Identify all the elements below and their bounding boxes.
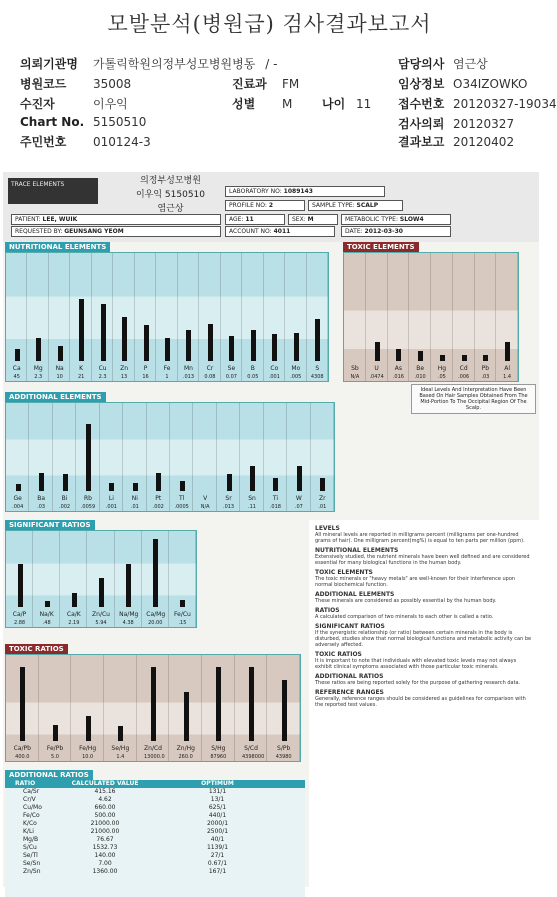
grid-line — [216, 403, 217, 511]
info-result: 결과보고 20120402 — [398, 135, 515, 149]
toxic-title: TOXIC ELEMENTS — [343, 242, 419, 252]
element-value: .001 — [268, 374, 280, 380]
info-dept: 진료과 FM — [232, 77, 300, 91]
section-heading: TOXIC ELEMENTS — [315, 569, 373, 576]
info-row-2: 병원코드 35008 — [20, 77, 132, 91]
grid-line — [263, 403, 264, 511]
report-header — [3, 172, 539, 242]
bar-bi — [63, 474, 68, 491]
section-heading: RATIOS — [315, 607, 340, 614]
lab-number: LABORATORY NO: 1089143 — [225, 186, 385, 197]
bar-ca-mg — [153, 539, 158, 607]
element-label: Zn/Hg — [176, 745, 195, 752]
bar-pt — [156, 473, 161, 491]
grid-line — [333, 403, 334, 511]
element-value: 87960 — [210, 754, 227, 760]
element-value: .002 — [152, 504, 164, 510]
section-heading: TOXIC RATIOS — [315, 651, 362, 658]
element-value: N/A — [350, 374, 360, 380]
bar-tl — [180, 481, 185, 491]
element-value: .0059 — [80, 504, 96, 510]
grid-line — [452, 253, 453, 381]
bar-ba — [39, 473, 44, 491]
element-value: 21 — [77, 374, 85, 380]
element-label: Fe/Hg — [79, 745, 97, 752]
element-value: 4308 — [310, 374, 324, 380]
bar-se-hg — [118, 726, 123, 741]
element-value: N/A — [200, 504, 210, 510]
grid-line — [263, 253, 264, 381]
page-title: 모발분석(병원급) 검사결과보고서 — [107, 12, 432, 36]
element-label: Cu — [98, 365, 107, 372]
section-text: Extensively studied, the nutrient minerals have been well defined and are considered essential for many biological functions in the human body. — [315, 554, 530, 566]
element-label: Na/K — [39, 611, 54, 618]
bar-ca — [15, 349, 20, 361]
bar-be — [418, 351, 423, 361]
info-row-1: 의뢰기관명 가톨릭학원의정부성모병원병동 / - — [20, 57, 278, 71]
element-value: 2.88 — [13, 620, 26, 626]
bar-sn — [250, 466, 255, 491]
grid-line — [201, 655, 202, 761]
profile-no: PROFILE NO: 2 — [225, 200, 305, 211]
bar-s-hg — [216, 667, 221, 741]
element-label: Rb — [84, 495, 92, 502]
account-no: ACCOUNT NO: 4011 — [225, 226, 335, 237]
grid-line — [52, 403, 53, 511]
grid-line — [112, 253, 113, 381]
element-label: Ba — [37, 495, 46, 502]
grid-line — [38, 655, 39, 761]
age-field: AGE: 11 — [225, 214, 285, 225]
element-label: S/Pb — [277, 745, 291, 752]
grid-line — [146, 403, 147, 511]
section-text: It is important to note that individuals with elevated toxic levels may not always exhibit clinical symptoms associated with those particular toxic minerals. — [315, 658, 517, 670]
element-value: 4.38 — [122, 620, 134, 626]
element-label: Sn — [248, 495, 256, 502]
element-value: 400.0 — [15, 754, 30, 760]
element-value: 0.05 — [247, 374, 259, 380]
element-label: Fe/Cu — [174, 611, 191, 618]
bar-w — [297, 466, 302, 491]
bar-as — [396, 349, 401, 361]
bar-fe-cu — [180, 600, 185, 607]
element-label: Cr — [206, 365, 214, 372]
element-label: Ca/K — [66, 611, 81, 618]
bar-ti — [273, 478, 278, 491]
ratio-row: Zn/Sn 1360.00 167/1 — [23, 868, 227, 875]
element-label: P — [143, 365, 148, 372]
element-label: Hg — [437, 365, 447, 372]
element-label: Ca/P — [12, 611, 27, 618]
element-label: Fe/Pb — [46, 745, 64, 752]
additional-elements-chart — [5, 402, 335, 512]
section-text: Generally, reference ranges should be considered as guidelines for comparison with the reported test values. — [315, 696, 526, 708]
element-label: Ca/Mg — [146, 611, 166, 618]
element-value: 5.94 — [95, 620, 107, 626]
element-label: As — [394, 365, 402, 372]
element-value: .11 — [248, 504, 256, 510]
section-heading: ADDITIONAL ELEMENTS — [315, 591, 395, 598]
element-label: Cd — [459, 365, 468, 372]
element-label: Ti — [272, 495, 278, 502]
grid-line — [327, 253, 328, 381]
element-value: .018 — [269, 504, 281, 510]
grid-line — [169, 403, 170, 511]
bar-ca-pb — [20, 667, 25, 741]
element-label: Be — [416, 365, 425, 372]
bar-s-pb — [282, 680, 287, 742]
element-label: S/Cd — [244, 745, 258, 752]
element-value: .010 — [414, 374, 426, 380]
significant-ratios-title: SIGNIFICANT RATIOS — [5, 520, 95, 530]
lab-logo: TRACE ELEMENTS — [8, 178, 98, 204]
element-value: 2.3 — [98, 374, 107, 380]
section-text: These ratios are being reported solely for the purpose of gathering research data. — [315, 680, 521, 686]
element-label: Se/Hg — [111, 745, 130, 752]
section-heading: REFERENCE RANGES — [315, 689, 384, 696]
nutritional-chart — [5, 252, 329, 382]
info-request: 검사의뢰 20120327 — [398, 117, 515, 131]
bar-cr — [208, 324, 213, 361]
element-value: 16 — [142, 374, 149, 380]
bar-cd — [462, 355, 467, 361]
grid-line — [75, 403, 76, 511]
bar-k — [79, 299, 84, 361]
element-value: 45 — [13, 374, 20, 380]
element-value: .07 — [294, 504, 303, 510]
grid-line — [134, 253, 135, 381]
element-label: Sr — [225, 495, 232, 502]
ratio-row: Se/Sn 7.00 0.67/1 — [23, 860, 228, 867]
info-clinical: 임상정보 O34IZOWKO — [398, 77, 528, 91]
report-date: DATE: 2012-03-30 — [341, 226, 451, 237]
element-value: .01 — [318, 504, 327, 510]
grid-line — [408, 253, 409, 381]
element-label: Pb — [481, 365, 490, 372]
element-value: 1.4 — [116, 754, 125, 760]
grid-line — [310, 403, 311, 511]
element-value: .0474 — [369, 374, 384, 380]
grid-line — [141, 531, 142, 627]
bar-fe-hg — [86, 716, 91, 741]
section-text: The toxic minerals or "heavy metals" are well-known for their interference upon normal biochemical function. — [315, 576, 516, 588]
bar-zn-hg — [184, 692, 189, 741]
element-value: 20.00 — [148, 620, 163, 626]
bar-mo — [294, 333, 299, 361]
bar-pb — [483, 355, 488, 361]
bar-na-k — [45, 601, 50, 607]
element-label: S/Hg — [211, 745, 226, 752]
grid-line — [69, 253, 70, 381]
grid-line — [59, 531, 60, 627]
grid-line — [286, 403, 287, 511]
bar-al — [505, 342, 510, 361]
grid-line — [136, 655, 137, 761]
grid-line — [70, 655, 71, 761]
element-label: Zn/Cu — [92, 611, 110, 618]
significant-ratios-chart — [5, 530, 197, 628]
bar-u — [375, 342, 380, 361]
requested-by: REQUESTED BY: GEUNSANG YEOM — [11, 226, 221, 237]
element-value: .0005 — [174, 504, 189, 510]
element-value: 0.07 — [225, 374, 237, 380]
info-doctor: 담당의사 염근상 — [398, 57, 488, 71]
additional-ratios-title: ADDITIONAL RATIOS — [5, 770, 93, 780]
grid-line — [284, 253, 285, 381]
grid-line — [192, 403, 193, 511]
element-value: 13 — [120, 374, 128, 380]
grid-line — [299, 655, 300, 761]
section-heading: ADDITIONAL RATIOS — [315, 673, 384, 680]
element-value: 4398000 — [242, 754, 265, 760]
bar-cu — [101, 304, 106, 361]
element-value: .013 — [182, 374, 195, 380]
element-label: Se — [227, 365, 236, 372]
grid-line — [266, 655, 267, 761]
element-label: V — [203, 495, 208, 502]
bar-s-cd — [249, 667, 254, 741]
element-value: 5.0 — [51, 754, 59, 760]
ratio-row: Mg/B 76.67 40/1 — [23, 836, 225, 843]
section-heading: LEVELS — [315, 525, 340, 532]
element-label: Ge — [13, 495, 22, 502]
grid-line — [198, 253, 199, 381]
element-label: Bi — [61, 495, 68, 502]
grid-line — [517, 253, 518, 381]
bar-mn — [186, 330, 191, 361]
interpretation-note: Ideal Levels And Interpretation Have Been Based On Hair Samples Obtained From The Mid-Portion To The Occipital Region Of The Scalp. — [411, 384, 536, 414]
section-text: All mineral levels are reported in milligrams percent (milligrams per one-hundred grams of hair). One milligram percent(mg%) is equal to ten parts per million (ppm). — [315, 532, 525, 544]
grid-line — [86, 531, 87, 627]
section-text: These minerals are considered as possibly essential by the human body. — [315, 598, 497, 604]
element-value: .006 — [458, 374, 470, 380]
grid-line — [114, 531, 115, 627]
grid-line — [195, 531, 196, 627]
ratio-row: S/Cu 1532.73 1139/1 — [23, 844, 229, 851]
bar-na-mg — [126, 564, 131, 607]
grid-line — [430, 253, 431, 381]
ratio-row: K/Li 21000.00 2500/1 — [23, 828, 229, 835]
grid-line — [495, 253, 496, 381]
bar-fe — [165, 338, 170, 361]
bar-co — [272, 334, 277, 361]
element-value: .002 — [58, 504, 71, 510]
grid-line — [168, 531, 169, 627]
element-label: Ni — [131, 495, 138, 502]
lab-report-scan — [3, 172, 539, 887]
ratio-row: Fe/Co 500.00 440/1 — [23, 812, 227, 819]
bar-s — [315, 319, 320, 361]
element-value: .001 — [105, 504, 117, 510]
grid-line — [99, 403, 100, 511]
info-age: 나이 11 — [322, 97, 372, 111]
bar-rb — [86, 424, 91, 491]
element-label: Fe — [163, 365, 171, 372]
section-heading: SIGNIFICANT RATIOS — [315, 623, 385, 630]
element-label: W — [295, 495, 302, 502]
bar-li — [109, 483, 114, 491]
bar-ni — [133, 483, 138, 491]
element-value: .03 — [37, 504, 46, 510]
section-heading: NUTRITIONAL ELEMENTS — [315, 547, 399, 554]
grid-line — [28, 403, 29, 511]
info-receipt: 접수번호 20120327-19034 — [398, 97, 557, 111]
grid-line — [220, 253, 221, 381]
bar-sr — [227, 474, 232, 491]
bar-na — [58, 346, 63, 361]
additional-ratios-table: RATIO CALCULATED VALUE OPTIMUM Ca/Sr 415.16 131/1 Cr/V 4.62 13/1 Cu/Mo 660.00 625/1 Fe/Co 500.00 440/1 K/Co 21000.00 2000/1 K/Li 21000.00 2500/1 Mg/B 76.67 40/1 S/Cu 1532.73 1139/1 Se/Tl 140.00 27/1 Se/Sn 7.00 0.67/1 Zn/Sn 1360.00 167/1 — [5, 780, 305, 897]
element-label: Li — [108, 495, 114, 502]
grid-line — [306, 253, 307, 381]
element-label: Zr — [318, 495, 326, 502]
bar-mg — [36, 338, 41, 361]
grid-line — [474, 253, 475, 381]
element-label: Mg — [33, 365, 43, 372]
element-label: Na/Mg — [119, 611, 139, 618]
grid-line — [177, 253, 178, 381]
grid-line — [365, 253, 366, 381]
element-label: Tl — [179, 495, 185, 502]
sample-type: SAMPLE TYPE: SCALP — [308, 200, 403, 211]
ratio-row: Cr/V 4.62 13/1 — [23, 796, 225, 803]
bar-ge — [16, 484, 21, 491]
toxic-chart — [343, 252, 519, 382]
element-value: .05 — [437, 374, 446, 380]
bar-p — [144, 325, 149, 361]
grid-line — [103, 655, 104, 761]
bar-zn — [122, 317, 127, 361]
element-value: .01 — [130, 504, 139, 510]
info-sex: 성별 M — [232, 97, 293, 111]
handwritten-label: 의정부성모병원 이우익 5150510 염근상 — [135, 176, 206, 214]
element-label: Mn — [183, 365, 193, 372]
ratio-row: Cu/Mo 660.00 625/1 — [23, 804, 227, 811]
bar-zr — [320, 478, 325, 491]
element-value: 2.3 — [34, 374, 43, 380]
grid-line — [122, 403, 123, 511]
element-value: 0.08 — [204, 374, 216, 380]
element-value: 2.19 — [68, 620, 80, 626]
element-value: 260.0 — [178, 754, 193, 760]
grid-line — [387, 253, 388, 381]
info-row-4: Chart No. 5150510 — [20, 115, 147, 129]
element-label: Ca/Pb — [13, 745, 31, 752]
grid-line — [168, 655, 169, 761]
bar-b — [251, 330, 256, 361]
element-value: 10.0 — [82, 754, 94, 760]
element-label: Zn — [120, 365, 129, 372]
toxic-ratios-chart — [5, 654, 301, 762]
bar-se — [229, 336, 234, 361]
bar-fe-pb — [53, 725, 58, 741]
element-value: 10 — [56, 374, 63, 380]
element-label: Sb — [351, 365, 359, 372]
element-label: Pt — [155, 495, 162, 502]
element-label: Na — [55, 365, 64, 372]
element-value: 13000.0 — [144, 754, 165, 760]
element-value: 1 — [165, 374, 169, 380]
grid-line — [241, 253, 242, 381]
grid-line — [48, 253, 49, 381]
patient-name: PATIENT: LEE, WUIK — [11, 214, 221, 225]
element-value: .03 — [481, 374, 490, 380]
element-value: .004 — [12, 504, 24, 510]
element-label: K — [79, 365, 84, 372]
bar-zn-cu — [99, 578, 104, 607]
grid-line — [155, 253, 156, 381]
grid-line — [239, 403, 240, 511]
element-label: Mo — [291, 365, 301, 372]
section-text: A calculated comparison of two minerals to each other is called a ratio. — [315, 614, 494, 620]
element-value: .016 — [392, 374, 404, 380]
info-row-5: 주민번호 010124-3 — [20, 135, 151, 149]
section-text: If the synergistic relationship (or ratio) between certain minerals in the body is disturbed, studies show that normal biological functions and metabolic activity can be adversely affected. — [315, 630, 532, 648]
ratio-row: Ca/Sr 415.16 131/1 — [23, 788, 227, 795]
info-row-3: 수진자 이우익 — [20, 97, 128, 111]
element-label: Al — [504, 365, 511, 372]
bar-ca-k — [72, 593, 77, 607]
element-label: Ca — [12, 365, 21, 372]
element-label: U — [374, 365, 379, 372]
ratio-row: Se/Tl 140.00 27/1 — [23, 852, 225, 859]
element-value: .013 — [222, 504, 235, 510]
element-label: Zn/Cd — [144, 745, 162, 752]
grid-line — [32, 531, 33, 627]
metabolic-type: METABOLIC TYPE: SLOW4 — [341, 214, 451, 225]
toxic-ratios-title: TOXIC RATIOS — [5, 644, 68, 654]
explanation-text — [309, 520, 539, 887]
element-value: .15 — [178, 620, 187, 626]
grid-line — [26, 253, 27, 381]
element-value: .48 — [42, 620, 51, 626]
element-label: B — [250, 365, 255, 372]
grid-line — [234, 655, 235, 761]
element-label: Co — [270, 365, 279, 372]
sex-field: SEX: M — [288, 214, 338, 225]
grid-line — [91, 253, 92, 381]
nutritional-title: NUTRITIONAL ELEMENTS — [5, 242, 110, 252]
additional-elements-title: ADDITIONAL ELEMENTS — [5, 392, 106, 402]
bar-hg — [440, 355, 445, 361]
element-value: 43980 — [275, 754, 292, 760]
bar-ca-p — [18, 564, 23, 607]
element-value: .005 — [290, 374, 302, 380]
bar-zn-cd — [151, 667, 156, 741]
element-label: S — [315, 365, 320, 372]
ratio-row: K/Co 21000.00 2000/1 — [23, 820, 229, 827]
element-value: 1.4 — [503, 374, 512, 380]
